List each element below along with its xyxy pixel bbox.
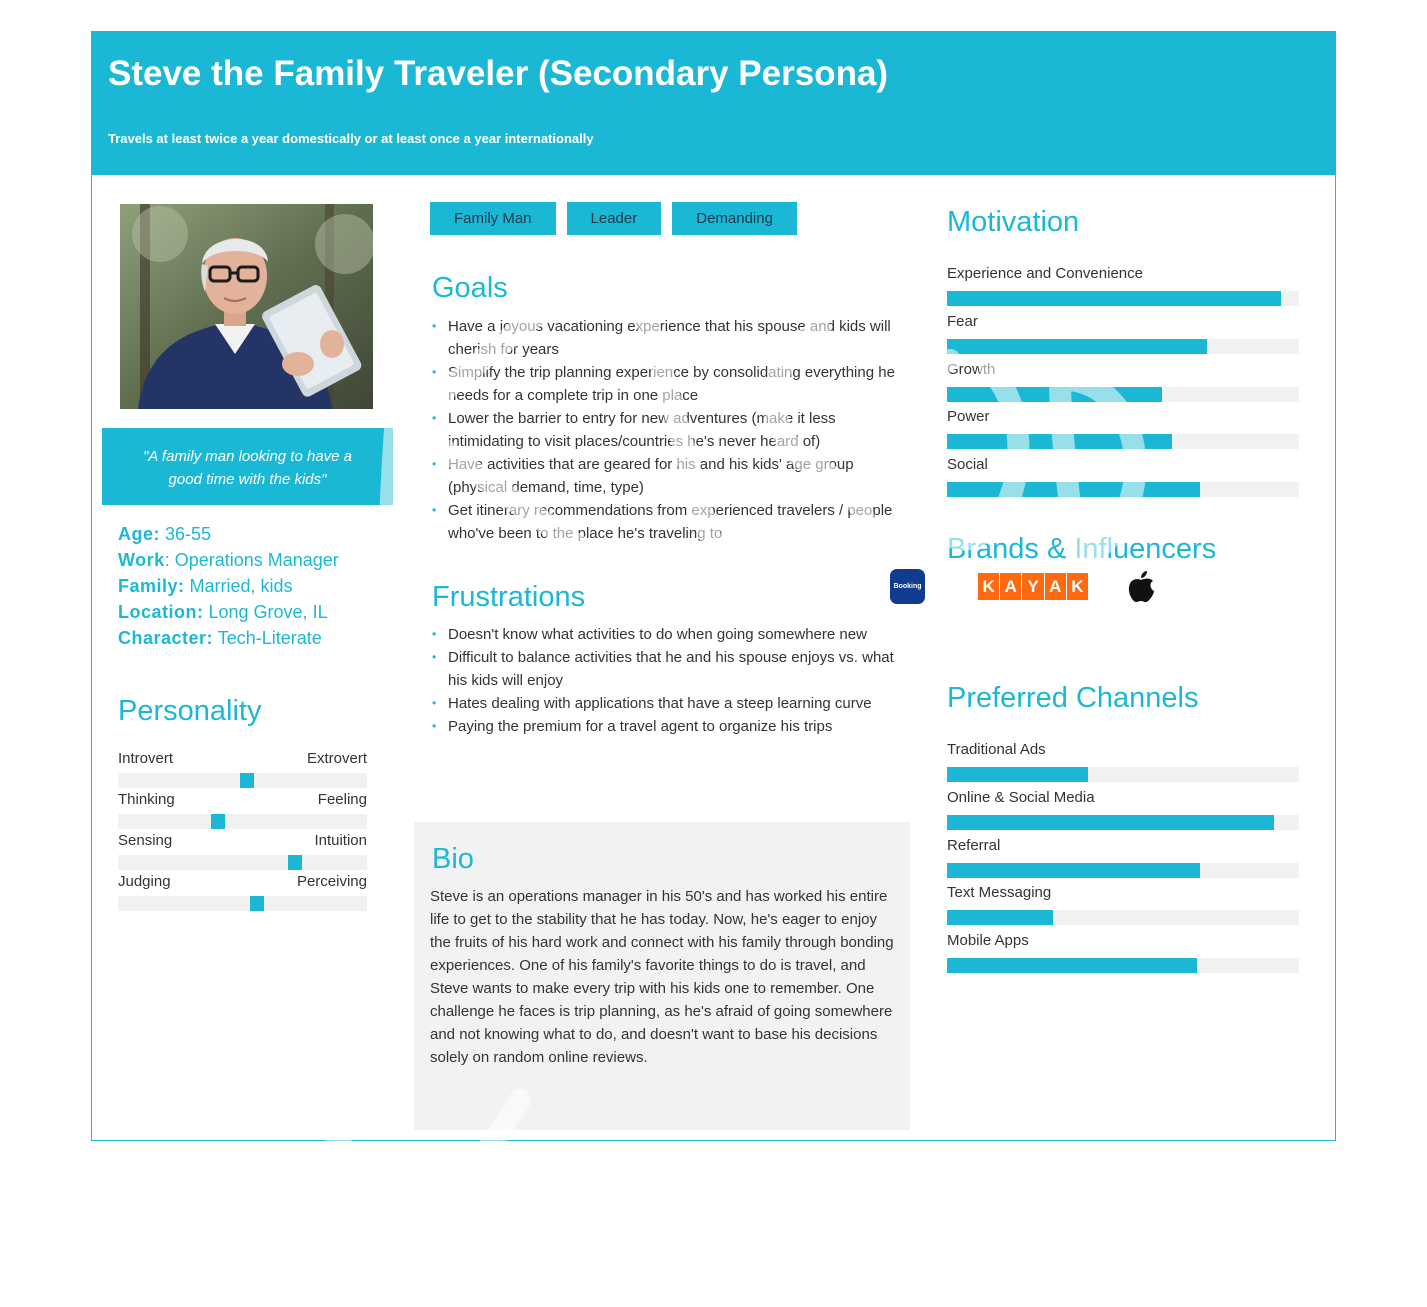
fact-family: Family: Married, kids — [118, 576, 293, 596]
scale-track — [118, 896, 367, 911]
frustrations-title: Frustrations — [432, 581, 586, 613]
apple-logo-icon — [1126, 569, 1156, 604]
bar-fill — [947, 767, 1088, 782]
bar-fill — [947, 863, 1200, 878]
motivation-bar — [947, 456, 1299, 504]
bar-track — [947, 482, 1299, 497]
persona-facts — [118, 521, 339, 651]
bio-text: Steve is an operations manager in his 50's and has worked his entire life to get to the stability that he has today. Now, he's eager to enjoy the fruits of his hard work and connect with his family through bonding experiences. One of his family's favorite things to do is travel, and Steve wants to make every trip with his kids one to remember. One challenge he faces is trip planning, as he's afraid of going somewhere and not knowing what to do, and doesn't want to base his decisions solely on random online reviews. — [430, 888, 894, 1066]
fact-work: Work: Operations Manager — [118, 550, 339, 570]
bar-label: Traditional Ads — [947, 741, 1046, 758]
kayak-letter: A — [1045, 573, 1066, 600]
bio-panel — [414, 822, 910, 1130]
bar-label: Referral — [947, 836, 1001, 854]
bar-track — [947, 291, 1299, 306]
bar-fill — [947, 387, 1162, 402]
persona-header — [92, 32, 1335, 175]
channel-bar — [947, 932, 1299, 980]
persona-photo — [120, 204, 373, 409]
channel-bar — [947, 741, 1299, 789]
motivation-bar — [947, 361, 1299, 409]
motivation-bar — [947, 313, 1299, 361]
scale-left-label: Judging — [118, 873, 171, 890]
bar-fill — [947, 910, 1053, 925]
brands-title: Brands & Influencers — [947, 533, 1217, 565]
scale-track — [118, 773, 367, 788]
bar-label: Fear — [947, 312, 978, 330]
bar-track — [947, 815, 1299, 830]
channel-bar — [947, 884, 1299, 932]
goal-item: • Simplify the trip planning experience by consolidating everything he needs for a complete trip in one place — [432, 361, 902, 407]
scale-track — [118, 855, 367, 870]
kayak-letter: A — [1000, 573, 1021, 600]
bar-label: Social — [947, 456, 988, 474]
booking-logo-icon: Booking — [890, 569, 925, 604]
goals-list — [432, 315, 902, 545]
persona-tags — [430, 202, 797, 235]
kayak-logo-icon — [978, 573, 1088, 600]
scale-track — [118, 814, 367, 829]
scale-right-label: Perceiving — [296, 873, 367, 890]
frustrations-list — [432, 623, 902, 738]
personality-scale — [118, 832, 367, 873]
personality-scales — [118, 750, 367, 914]
scale-left-label: Thinking — [118, 791, 175, 808]
kayak-letter: K — [1067, 573, 1088, 600]
personality-scale — [118, 873, 367, 914]
scale-right-label: Extrovert — [306, 750, 367, 767]
frustration-item: • Paying the premium for a travel agent to organize his trips — [432, 715, 902, 738]
goal-item: • Have a joyous vacationing experience that his spouse and kids will cherish for years — [432, 315, 902, 361]
bar-track — [947, 434, 1299, 449]
persona-photo-illustration — [120, 204, 373, 409]
tag-family-man: Family Man — [430, 202, 556, 235]
bar-fill — [947, 434, 1172, 449]
bar-label: Experience and Convenience — [947, 265, 1143, 282]
bar-fill — [947, 339, 1207, 354]
personality-title: Personality — [118, 695, 262, 727]
bar-label: Text Messaging — [947, 884, 1052, 902]
bar-track — [947, 387, 1299, 402]
fact-age: Age: 36-55 — [118, 524, 212, 544]
bar-fill — [947, 291, 1281, 306]
scale-marker — [240, 773, 254, 788]
frustration-item: • Difficult to balance activities that he and his spouse enjoys vs. what his kids will enjoy — [432, 646, 902, 692]
channel-bar — [947, 837, 1299, 885]
motivation-bars — [947, 265, 1299, 504]
kayak-letter: K — [978, 573, 999, 600]
channels-title: Preferred Channels — [947, 682, 1199, 714]
goal-item: • Get itinerary recommendations from experienced travelers / people who've been to the place he's traveling to — [432, 499, 902, 545]
scale-right-label: Intuition — [314, 832, 367, 849]
bar-label: Mobile Apps — [947, 932, 1029, 950]
scale-right-label: Feeling — [317, 791, 367, 808]
bar-track — [947, 958, 1299, 973]
fact-location: Location: Long Grove, IL — [118, 602, 328, 622]
bio-title: Bio — [432, 843, 474, 875]
scale-marker — [211, 814, 225, 829]
goal-item: • Lower the barrier to entry for new adventures (make it less intimidating to visit places/countries he's never heard of) — [432, 407, 902, 453]
scale-left-label: Introvert — [118, 750, 174, 767]
bar-fill — [947, 958, 1197, 973]
bar-fill — [947, 815, 1274, 830]
apple-logo-svg — [1126, 569, 1156, 604]
frustration-item: • Hates dealing with applications that have a steep learning curve — [432, 692, 902, 715]
bar-label: Growth — [947, 360, 996, 378]
scale-marker — [288, 855, 302, 870]
personality-scale — [118, 750, 367, 791]
tag-demanding: Demanding — [672, 202, 797, 235]
goals-title: Goals — [432, 272, 508, 304]
bar-fill — [947, 482, 1200, 497]
bar-track — [947, 910, 1299, 925]
motivation-bar — [947, 408, 1299, 456]
scale-marker — [250, 896, 264, 911]
personality-scale — [118, 791, 367, 832]
bar-track — [947, 339, 1299, 354]
bar-label: Online & Social Media — [947, 788, 1095, 806]
kayak-letter: Y — [1022, 573, 1043, 600]
bar-track — [947, 767, 1299, 782]
channel-bar — [947, 789, 1299, 837]
channel-bars — [947, 741, 1299, 980]
motivation-title: Motivation — [947, 206, 1080, 238]
bar-track — [947, 863, 1299, 878]
persona-quote: "A family man looking to have a good time with the kids" — [102, 428, 393, 505]
persona-subtitle: Travels at least twice a year domestically or at least once a year internationally — [108, 131, 594, 146]
tag-leader: Leader — [567, 202, 662, 235]
motivation-bar — [947, 265, 1299, 313]
persona-title: Steve the Family Traveler (Secondary Persona) — [108, 54, 889, 93]
frustration-item: • Doesn't know what activities to do when going somewhere new — [432, 623, 902, 646]
bar-label: Power — [947, 408, 990, 426]
goal-item: • Have activities that are geared for his and his kids' age group (physical demand, time, type) — [432, 453, 902, 499]
fact-character: Character: Tech-Literate — [118, 628, 322, 648]
scale-left-label: Sensing — [118, 832, 173, 849]
